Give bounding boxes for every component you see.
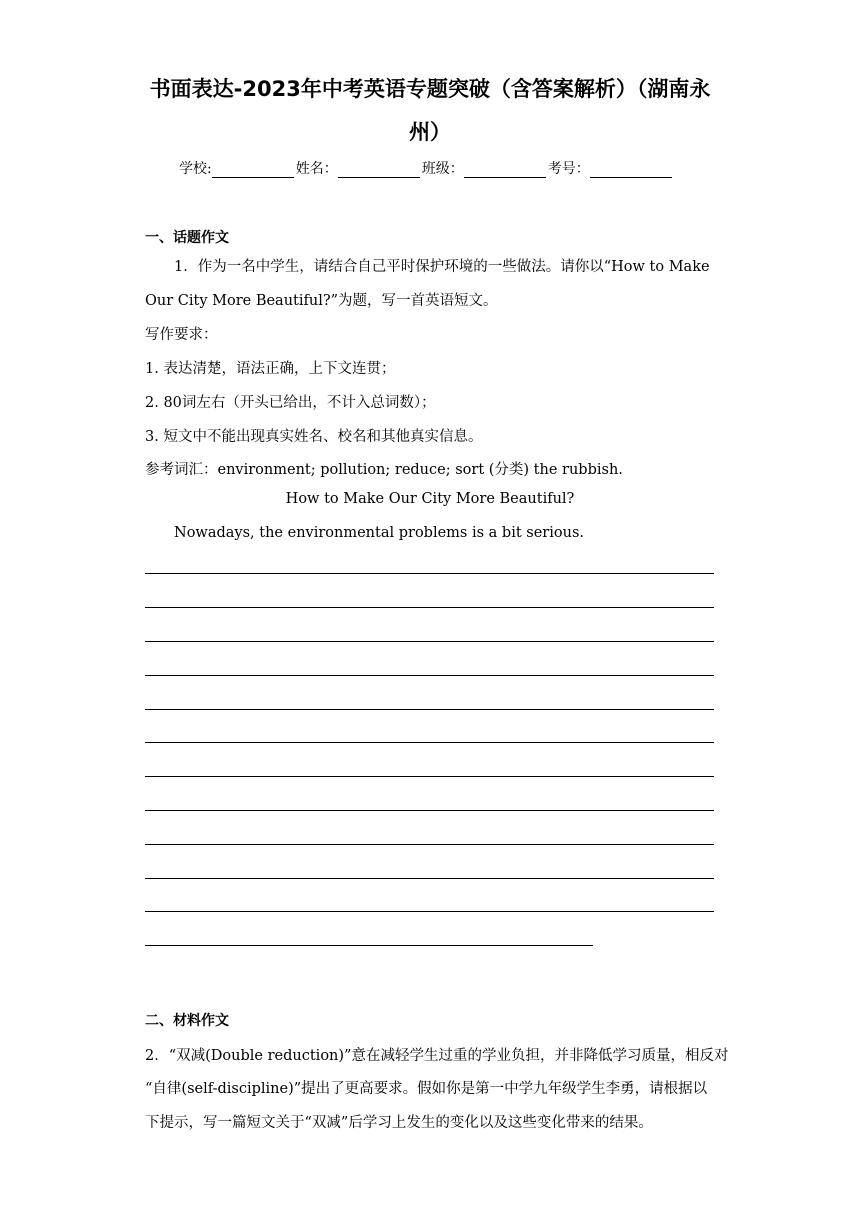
writing-line[interactable] (145, 810, 714, 811)
exam-number-label: 考号： (547, 161, 590, 177)
school-label: 学校: (179, 161, 212, 177)
writing-line[interactable] (145, 844, 714, 845)
writing-line[interactable] (145, 911, 714, 912)
writing-line[interactable] (145, 607, 714, 608)
writing-line[interactable] (145, 675, 714, 676)
school-blank[interactable] (212, 163, 294, 178)
name-label: 姓名： (295, 161, 338, 177)
question2-line2: “自律(self-discipline)”提出了更高要求。假如你是第一中学九年级学生李勇，请根据以 (145, 1081, 708, 1097)
class-label: 班级： (421, 161, 464, 177)
exam-number-blank[interactable] (590, 163, 672, 178)
student-info-row (179, 158, 674, 178)
question1-line2: Our City More Beautiful?”为题，写一首英语短文。 (145, 293, 498, 309)
question2-line1: 2．“双减(Double reduction)”意在减轻学生过重的学业负担，并非降低学习质量，相反对 (145, 1048, 729, 1064)
essay-opening: Nowadays, the environmental problems is a bit serious. (174, 525, 584, 541)
question1-line1: 1．作为一名中学生，请结合自己平时保护环境的一些做法。请你以“How to Make (174, 259, 710, 275)
writing-line[interactable] (145, 945, 593, 946)
requirement-3: 3. 短文中不能出现真实姓名、校名和其他真实信息。 (145, 429, 483, 445)
page-title-line1: 书面表达-2023年中考英语专题突破（含答案解析）（湖南永 (149, 77, 711, 101)
writing-line[interactable] (145, 641, 714, 642)
question2-line3: 下提示，写一篇短文关于“双减”后学习上发生的变化以及这些变化带来的结果。 (145, 1115, 653, 1131)
section2-heading: 二、材料作文 (145, 1013, 229, 1029)
writing-line[interactable] (145, 776, 714, 777)
writing-line[interactable] (145, 573, 714, 574)
writing-line[interactable] (145, 742, 714, 743)
essay-title: How to Make Our City More Beautiful? (285, 491, 575, 507)
name-blank[interactable] (338, 163, 420, 178)
requirement-1: 1. 表达清楚，语法正确，上下文连贯； (145, 361, 396, 377)
writing-line[interactable] (145, 878, 714, 879)
reference-vocabulary: 参考词汇：environment; pollution; reduce; sort (分类) the rubbish. (145, 462, 623, 478)
page-title-line2: 州） (409, 120, 451, 144)
requirement-2: 2. 80词左右（开头已给出，不计入总词数）； (145, 395, 436, 411)
class-blank[interactable] (464, 163, 546, 178)
section1-heading: 一、话题作文 (145, 230, 229, 246)
writing-line[interactable] (145, 709, 714, 710)
requirements-title: 写作要求： (145, 327, 218, 343)
